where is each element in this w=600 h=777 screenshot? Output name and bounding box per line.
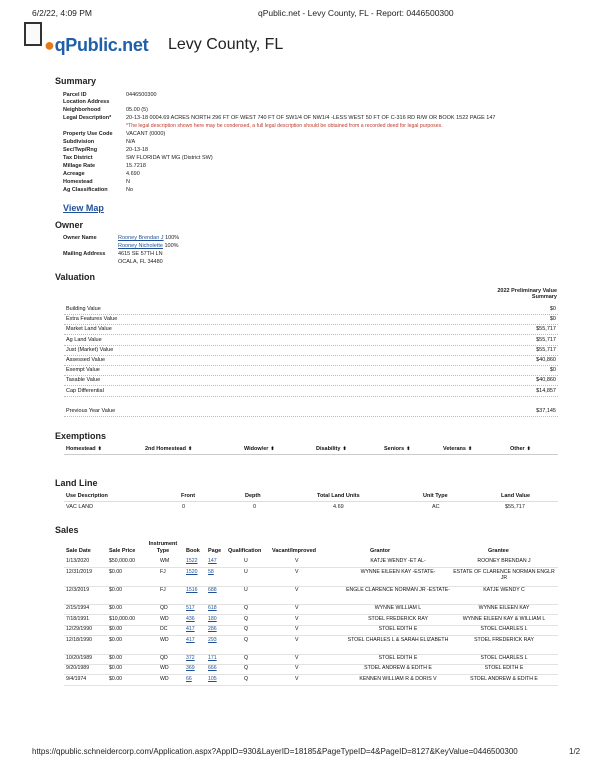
sales-cell: Q: [244, 605, 249, 611]
owner-1-link[interactable]: Rooney Brendan J: [118, 235, 164, 241]
summary-value: 15.7218: [126, 163, 146, 169]
sales-cell: ENGLE CLARENCE NORMAN JR -ESTATE-: [346, 587, 450, 593]
image-placeholder-icon: [24, 22, 42, 46]
summary-value: N/A: [126, 139, 136, 145]
valuation-label: Cap Differential: [66, 387, 104, 394]
summary-label: Homestead: [63, 179, 93, 185]
view-map-link[interactable]: View Map: [63, 203, 104, 213]
sales-cell: $0.00: [109, 665, 122, 671]
sales-cell: U: [244, 558, 248, 564]
sales-cell: V: [295, 626, 299, 632]
valuation-value: $14,857: [536, 387, 556, 394]
sales-cell: 12/29/1990: [66, 626, 92, 632]
sales-cell: KATJE WENDY -ET AL-: [370, 558, 426, 564]
sales-cell: FJ: [160, 569, 166, 575]
sales-row-divider: [64, 674, 558, 675]
sales-cell: WYNNE EILEEN KAY -ESTATE-: [360, 569, 436, 575]
sales-cell: WD: [160, 676, 169, 682]
sales-cell: $0.00: [109, 637, 122, 643]
sales-cell: $0.00: [109, 569, 122, 575]
sales-column-header: Page: [208, 548, 222, 554]
valuation-row: [64, 346, 558, 356]
land-cell: 0: [253, 504, 257, 510]
sales-cell: $0.00: [109, 676, 122, 682]
valuation-row: [64, 305, 558, 315]
print-title: qPublic.net - Levy County, FL - Report: 0446500300: [258, 8, 454, 18]
sales-cell: $10,000.00: [109, 616, 135, 622]
sales-page-link[interactable]: 105: [208, 676, 217, 682]
sales-cell: V: [295, 558, 299, 564]
column-label: Other: [510, 446, 525, 452]
valuation-label: Extra Features Value: [66, 316, 118, 323]
sales-cell: Q: [244, 665, 249, 671]
sort-updown-icon[interactable]: ⬍: [467, 446, 473, 452]
exemption-column-header[interactable]: [316, 446, 347, 452]
sales-cell: STOEL FREDERICK RAY: [474, 637, 534, 643]
sales-book-link[interactable]: 517: [186, 605, 195, 611]
sort-updown-icon[interactable]: ⬍: [526, 446, 531, 452]
exemption-column-header[interactable]: [510, 446, 531, 452]
sales-cell: Q: [244, 637, 249, 643]
sales-cell: KATJE WENDY C: [483, 587, 525, 593]
sales-cell: ESTATE OF CLARENCE NORMAN ENGLR JR: [453, 569, 555, 581]
sales-book-link[interactable]: 66: [186, 676, 192, 682]
column-label: Seniors: [384, 446, 405, 452]
summary-label: Property Use Code: [63, 131, 113, 137]
exemption-column-header[interactable]: [384, 446, 410, 452]
previous-year-row: Previous Year Value $37,145: [64, 407, 558, 417]
sales-cell: Q: [244, 616, 249, 622]
sales-title: Sales: [55, 525, 79, 535]
sales-cell: 12/31/2019: [66, 569, 92, 575]
sales-cell: STOEL EDITH E: [484, 665, 524, 671]
sales-cell: STOEL FREDERICK RAY: [368, 616, 428, 622]
sales-cell: STOEL ANDREW & EDITH E: [470, 676, 538, 682]
valuation-value: $0: [549, 306, 556, 312]
valuation-label: Exempt Value: [66, 367, 100, 374]
exemptions-divider: [64, 454, 558, 455]
summary-label: Location Address: [63, 99, 110, 105]
sales-cell: V: [295, 587, 299, 593]
sales-column-header: Sale Date: [66, 548, 91, 554]
valuation-row: [64, 315, 558, 325]
mailing-label: Mailing Address: [63, 251, 106, 257]
sort-updown-icon[interactable]: ⬍: [406, 446, 411, 452]
sort-updown-icon[interactable]: ⬍: [270, 446, 275, 452]
summary-value: SW FLORIDA WT MG (District SW): [126, 155, 213, 161]
sales-cell: V: [295, 616, 299, 622]
sales-cell: Q: [244, 655, 249, 661]
valuation-col-header: 2022 Preliminary Value Summary: [497, 288, 557, 300]
valuation-label: Assessed Value: [66, 357, 106, 363]
print-datetime: 6/2/22, 4:09 PM: [32, 8, 93, 18]
owner-1: Rooney Brendan J 100%: [118, 235, 180, 241]
valuation-value: $40,860: [536, 377, 556, 384]
summary-value: N: [126, 179, 130, 185]
sales-cell: FJ: [160, 587, 166, 593]
valuation-label: Taxable Value: [66, 377, 101, 384]
valuation-row: [64, 336, 558, 346]
summary-value: *The legal description shown here may be condensed, a full legal description should be obtained from a recorded deed for legal purposes.: [126, 123, 443, 129]
column-label: Veterans: [443, 446, 466, 452]
sales-row-divider: [64, 614, 558, 615]
sales-cell: WD: [160, 616, 169, 622]
sales-cell: STOEL EDITH E: [378, 655, 418, 661]
sales-cell: WM: [160, 558, 170, 564]
land-column-header: Use Description: [66, 493, 108, 499]
land-line-title: Land Line: [55, 478, 98, 488]
sales-row-divider: [64, 567, 558, 568]
sales-page-link[interactable]: 688: [208, 587, 217, 593]
summary-label: Sec/Twp/Rng: [63, 147, 98, 153]
sales-cell: 12/3/2019: [66, 587, 90, 593]
valuation-row: [64, 325, 558, 335]
county-name: Levy County, FL: [168, 36, 284, 53]
sales-page-link[interactable]: 58: [208, 569, 214, 575]
sales-cell: Q: [244, 676, 249, 682]
valuation-row: [64, 376, 558, 386]
land-cell: 4.69: [333, 504, 344, 510]
sales-column-header: Qualification: [228, 548, 262, 554]
land-column-header: Depth: [245, 493, 261, 499]
exemption-column-header[interactable]: [145, 446, 192, 452]
column-label: 2nd Homestead: [145, 446, 186, 452]
sort-updown-icon[interactable]: ⬍: [342, 446, 347, 452]
sales-cell: $50,000.00: [109, 558, 135, 564]
valuation-value: $40,860: [536, 357, 556, 363]
valuation-value: $0: [549, 316, 556, 323]
summary-value: 4.690: [126, 171, 140, 177]
valuation-value: $55,717: [536, 326, 556, 333]
land-divider: [64, 501, 558, 502]
sales-cell: WYNNE WILLIAM L: [374, 605, 422, 611]
sales-cell: $0.00: [109, 626, 122, 632]
summary-value: No: [126, 187, 134, 193]
summary-label: Legal Description*: [63, 115, 112, 121]
sales-cell: 12/18/1990: [66, 637, 92, 643]
qpublic-logo[interactable]: ●qPublic.net: [44, 35, 149, 55]
land-cell: 0: [182, 504, 186, 510]
sales-page-link[interactable]: 293: [208, 637, 217, 643]
sales-cell: U: [244, 587, 248, 593]
sales-cell: V: [295, 569, 299, 575]
column-label: Disability: [316, 446, 341, 452]
sales-cell: Q: [244, 626, 249, 632]
sales-cell: V: [295, 605, 299, 611]
sales-cell: QD: [160, 655, 168, 661]
valuation-label: Building Value: [66, 306, 101, 312]
sales-cell: $0.00: [109, 587, 122, 593]
summary-label: Ag Classification: [63, 187, 108, 193]
valuation-row: [64, 366, 558, 376]
valuation-value: $55,717: [536, 346, 556, 353]
sales-book-link[interactable]: 372: [186, 655, 195, 661]
valuation-label: Just (Market) Value: [66, 346, 114, 353]
sales-cell: WD: [160, 637, 169, 643]
sales-cell: KENNEN WILLIAM R & DORIS V: [359, 676, 437, 682]
valuation-value: $55,717: [536, 336, 556, 343]
sales-cell: STOEL ANDREW & EDITH E: [364, 665, 432, 671]
sales-column-header: Instrument Type: [148, 541, 178, 554]
sales-page-link[interactable]: 180: [208, 616, 217, 622]
sales-book-link[interactable]: 417: [186, 626, 195, 632]
sales-page-link[interactable]: 666: [208, 665, 217, 671]
sales-cell: 9/20/1989: [66, 665, 90, 671]
sales-cell: WYNNE EILEEN KAY: [478, 605, 530, 611]
owner-title: Owner: [55, 220, 84, 230]
mailing-line2: OCALA, FL 34480: [118, 259, 163, 265]
exemption-column-header[interactable]: [244, 446, 275, 452]
owner-name-label: Owner Name: [63, 235, 97, 241]
sales-cell: 7/18/1991: [66, 616, 90, 622]
owner-2-link[interactable]: Rooney Nicholette: [118, 243, 163, 249]
sales-cell: 2/15/1994: [66, 605, 90, 611]
sales-page-link[interactable]: 618: [208, 605, 217, 611]
summary-value: 0446500300: [126, 92, 157, 98]
summary-value: 05.00 (5): [126, 107, 149, 113]
sales-page-link[interactable]: 171: [208, 655, 217, 661]
land-cell: $55,717: [505, 504, 525, 510]
sales-book-link[interactable]: 1520: [186, 569, 198, 575]
sales-cell: V: [295, 637, 299, 643]
summary-label: Acreage: [63, 171, 85, 177]
sales-column-header: Vacant/Improved: [272, 548, 317, 554]
sales-cell: 9/4/1974: [66, 676, 87, 682]
sales-cell: 1/13/2020: [66, 558, 90, 564]
exemption-column-header[interactable]: [66, 446, 102, 452]
land-column-header: Total Land Units: [317, 493, 360, 499]
sales-book-link[interactable]: 417: [186, 637, 195, 643]
sales-row-divider: [64, 685, 558, 686]
sales-cell: QD: [160, 605, 168, 611]
summary-label: Subdivision: [63, 139, 95, 145]
valuation-value: $0: [549, 367, 556, 374]
summary-value: 20-13-18: [126, 147, 149, 153]
summary-label: Neighborhood: [63, 107, 101, 113]
sales-cell: DC: [160, 626, 168, 632]
summary-label: Millage Rate: [63, 163, 96, 169]
sales-row-divider: [64, 635, 558, 636]
sort-updown-icon[interactable]: ⬍: [97, 446, 102, 452]
exemptions-title: Exemptions: [55, 431, 107, 441]
sales-page-link[interactable]: 147: [208, 558, 217, 564]
summary-title: Summary: [55, 76, 97, 86]
sales-book-link[interactable]: 1516: [186, 587, 198, 593]
sales-cell: ROONEY BRENDAN J: [477, 558, 531, 564]
sales-cell: V: [295, 676, 299, 682]
sales-page-link[interactable]: 286: [208, 626, 217, 632]
sales-column-header: Sale Price: [109, 548, 136, 554]
sales-column-header: Grantee: [488, 548, 509, 554]
land-cell: AC: [432, 504, 440, 510]
land-column-header: Land Value: [501, 493, 531, 499]
sales-cell: V: [295, 655, 299, 661]
sales-column-header: Book: [186, 548, 200, 554]
mailing-line1: 4615 SE 57TH LN: [118, 251, 163, 257]
land-column-header: Front: [181, 493, 196, 499]
sales-cell: 10/20/1989: [66, 655, 92, 661]
footer-url: https://qpublic.schneidercorp.com/Application.aspx?AppID=930&LayerID=18185&PageTypeID=4&PageID=8127&KeyValue=0446500300: [32, 747, 518, 756]
valuation-title: Valuation: [55, 272, 96, 282]
sales-cell: V: [295, 665, 299, 671]
sales-column-header: Grantor: [370, 548, 391, 554]
summary-label: Parcel ID: [63, 92, 87, 98]
valuation-label: Ag Land Value: [66, 336, 102, 343]
sales-book-link[interactable]: 369: [186, 665, 195, 671]
sales-cell: STOEL EDITH E: [378, 626, 418, 632]
sales-cell: $0.00: [109, 655, 122, 661]
valuation-row: [64, 387, 558, 397]
sales-cell: STOEL CHARLES L: [480, 626, 528, 632]
sales-book-link[interactable]: 436: [186, 616, 195, 622]
sales-cell: STOEL CHARLES L & SARAH ELIZABETH: [347, 637, 449, 643]
sales-book-link[interactable]: 1522: [186, 558, 198, 564]
summary-value: 20-13-18 0004.69 ACRES NORTH 296 FT OF WEST 740 FT OF SW1/4 OF NW1/4 -LESS WEST 50 FT OF C-316 RD R/W OR BOOK 1522 PAGE 147: [126, 115, 496, 121]
sales-cell: WD: [160, 665, 169, 671]
exemption-column-header[interactable]: [443, 446, 472, 452]
summary-value: VACANT (0000): [126, 131, 166, 137]
sales-cell: U: [244, 569, 248, 575]
summary-label: Tax District: [63, 155, 93, 161]
land-cell: VAC LAND: [66, 504, 94, 510]
sales-cell: STOEL CHARLES L: [480, 655, 528, 661]
column-label: Homestead: [66, 446, 96, 452]
sort-updown-icon[interactable]: ⬍: [187, 446, 193, 452]
sales-cell: $0.00: [109, 605, 122, 611]
valuation-label: Market Land Value: [66, 326, 112, 333]
land-column-header: Unit Type: [423, 493, 448, 499]
sales-cell: WYNNE EILEEN KAY & WILLIAM L: [462, 616, 546, 622]
owner-2: Rooney Nicholette 100%: [118, 243, 179, 249]
column-label: Widow/er: [244, 446, 269, 452]
page-number: 1/2: [569, 747, 581, 756]
valuation-row: [64, 356, 558, 366]
